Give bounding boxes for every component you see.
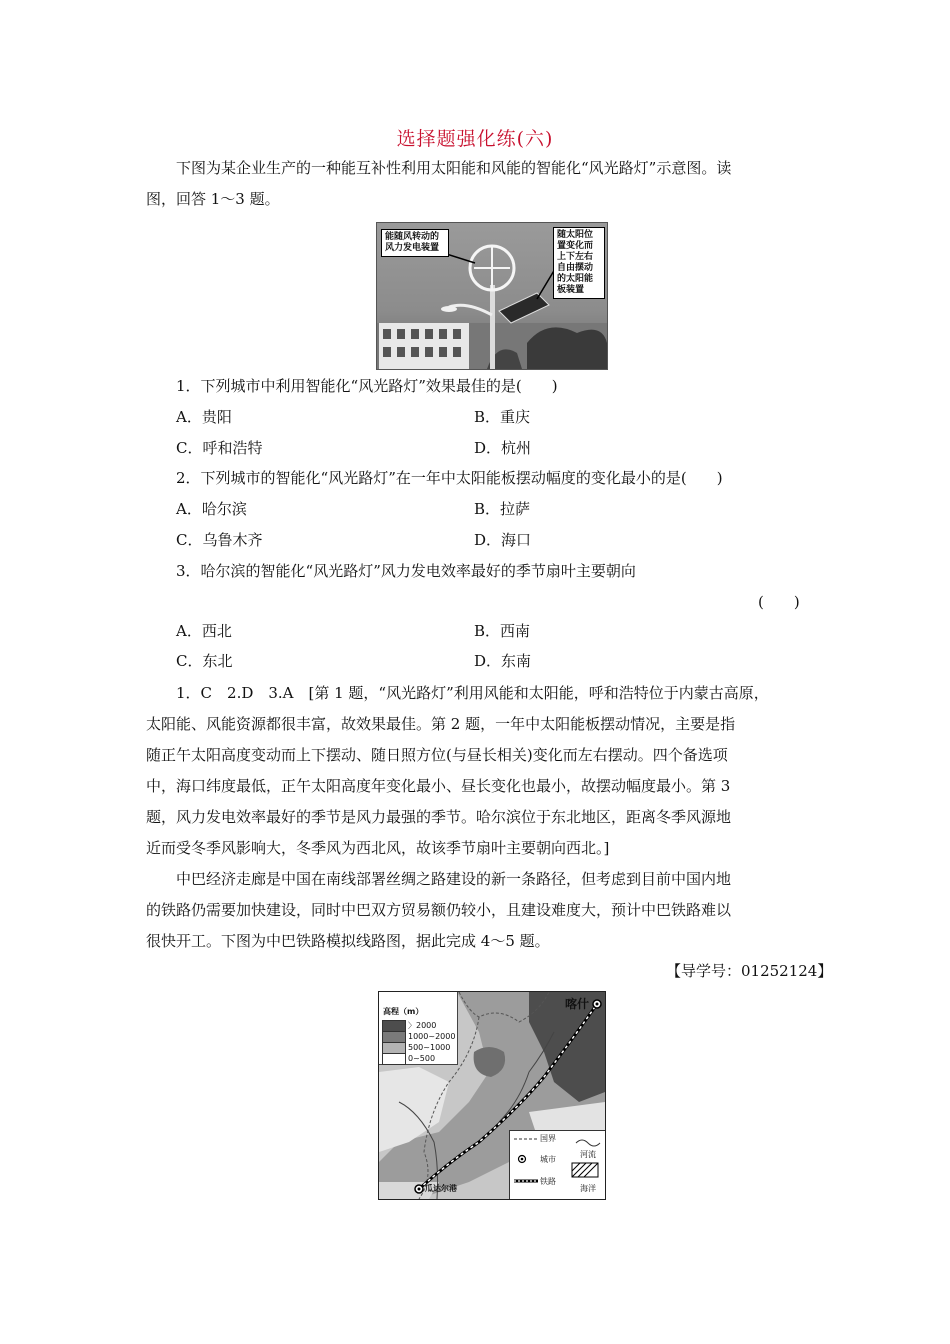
question-3-paren: ( ): [758, 593, 800, 611]
q2-option-a: A．哈尔滨: [176, 500, 247, 518]
legend-label: 500~1000: [408, 1043, 451, 1052]
legend-row: [382, 1031, 455, 1042]
legend-swatch: [382, 1053, 406, 1065]
legend-label: 0~500: [408, 1054, 436, 1063]
answer-line-2: 太阳能、风能资源都很丰富，故效果最佳。第 2 题，一年中太阳能板摆动情况，主要是指: [146, 715, 736, 733]
q3-option-b: B．西南: [474, 622, 531, 640]
q3-option-a: A．西北: [176, 622, 232, 640]
city-label-gwadar: 瓜达尔港: [425, 1184, 457, 1193]
answer-line-5: 题，风力发电效率最好的季节是风力最强的季节。哈尔滨位于东北地区，距离冬季风源地: [146, 808, 732, 826]
q2-option-b: B．拉萨: [474, 500, 531, 518]
q2-option-c: C．乌鲁木齐: [176, 531, 263, 549]
q1-option-d: D．杭州: [474, 439, 532, 457]
key-sea-label: 海洋: [580, 1184, 596, 1193]
legend-row: [382, 1042, 450, 1053]
page-title: 选择题强化练(六): [396, 128, 554, 150]
intro-line-1: 下图为某企业生产的一种能互补性利用太阳能和风能的智能化“风光路灯”示意图。读: [176, 159, 732, 177]
key-border-label: 国界: [540, 1134, 556, 1143]
q1-option-a: A．贵阳: [176, 408, 232, 426]
q2-option-d: D．海口: [474, 531, 532, 549]
legend-title: 高程（m）: [383, 1007, 424, 1016]
answer-line-6: 近而受冬季风影响大，冬季风为西北风，故该季节扇叶主要朝向西北。]: [146, 839, 610, 857]
city-label-kashgar: 喀什: [565, 997, 590, 1011]
legend-row: [382, 1020, 436, 1031]
railway-route-map: [378, 991, 606, 1200]
q3-option-c: C．东北: [176, 652, 233, 670]
answer-line-4: 中，海口纬度最低，正午太阳高度年变化最小、昼长变化也最小，故摆动幅度最小。第 3: [146, 777, 731, 795]
wind-solar-lamp-photo: [376, 222, 608, 370]
answer-line-3: 随正午太阳高度变动而上下摆动、随日照方位(与昼长相关)变化而左右摆动。四个备选项: [146, 746, 728, 764]
elevation-legend: [379, 992, 458, 1065]
question-1: 1．下列城市中利用智能化“风光路灯”效果最佳的是( ): [176, 377, 558, 395]
intro2-line-1: 中巴经济走廊是中国在南线部署丝绸之路建设的新一条路径，但考虑到目前中国内地: [176, 870, 732, 888]
key-city-label: 城市: [540, 1155, 556, 1164]
legend-row: [382, 1053, 435, 1064]
question-2: 2．下列城市的智能化“风光路灯”在一年中太阳能板摆动幅度的变化最小的是( ): [176, 469, 723, 487]
answer-line-1: 1．C 2.D 3.A [第 1 题，“风光路灯”利用风能和太阳能，呼和浩特位于内蒙古高原，: [176, 684, 769, 702]
q1-option-c: C．呼和浩特: [176, 439, 263, 457]
guide-number: 【导学号：01252124】: [666, 962, 833, 980]
intro-line-2: 图，回答 1～3 题。: [146, 190, 280, 208]
key-rail-label: 铁路: [540, 1177, 556, 1186]
key-river-label: 河流: [580, 1150, 596, 1159]
q1-option-b: B．重庆: [474, 408, 531, 426]
q3-option-d: D．东南: [474, 652, 532, 670]
intro2-line-3: 很快开工。下图为中巴铁路模拟线路图，据此完成 4～5 题。: [146, 932, 550, 950]
symbol-key: [509, 1130, 605, 1199]
question-3: 3．哈尔滨的智能化“风光路灯”风力发电效率最好的季节扇叶主要朝向: [176, 562, 636, 580]
legend-label: 1000~2000: [408, 1032, 456, 1041]
legend-label: 〉2000: [408, 1021, 437, 1030]
intro2-line-2: 的铁路仍需要加快建设，同时中巴双方贸易额仍较小，且建设难度大，预计中巴铁路难以: [146, 901, 732, 919]
turbine-label: 能随风转动的风力发电装置: [381, 229, 449, 257]
solar-panel-label: 随太阳位置变化而上下左右自由摆动的太阳能板装置: [553, 227, 605, 299]
